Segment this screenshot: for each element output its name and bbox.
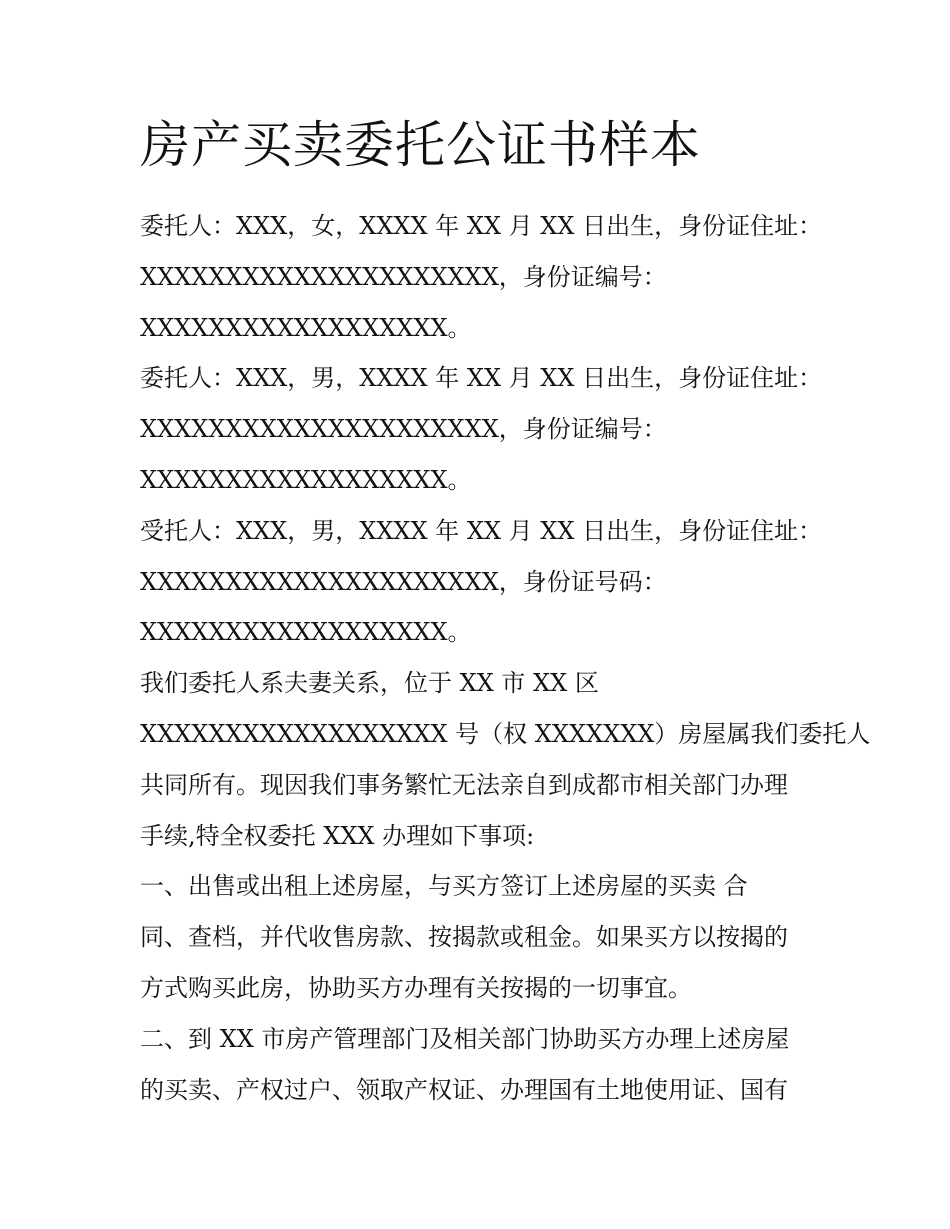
text-line: 方式购买此房，协助买方办理有关按揭的一切事宜。: [140, 973, 692, 1002]
text-line: XXXXXXXXXXXXXXXXXX。: [140, 313, 472, 342]
text-line: 手续,特全权委托 XXX 办理如下事项:: [140, 821, 535, 850]
text-line: 受托人：XXX，男，XXXX 年 XX 月 XX 日出生，身份证住址：: [140, 516, 823, 545]
document-body: [140, 201, 871, 1115]
text-line: XXXXXXXXXXXXXXXXXXXXX，身份证编号：: [140, 415, 667, 444]
text-line: XXXXXXXXXXXXXXXXXX。: [140, 465, 472, 494]
text-line: 一、出售或出租上述房屋，与买方签订上述房屋的买卖 合: [140, 872, 748, 901]
text-line: XXXXXXXXXXXXXXXXXXXXX，身份证编号：: [140, 262, 667, 291]
text-line: 二、到 XX 市房产管理部门及相关部门协助买方办理上述房屋: [140, 1024, 790, 1053]
text-line: 同、查档，并代收售房款、按揭款或租金。如果买方以按揭的: [140, 923, 788, 952]
text-line: XXXXXXXXXXXXXXXXXXXXX，身份证号码：: [140, 567, 667, 596]
text-line: XXXXXXXXXXXXXXXXXX。: [140, 618, 472, 647]
document-title: 房产买卖委托公证书样本: [140, 116, 701, 174]
text-line: 我们委托人系夫妻关系，位于 XX 市 XX 区: [140, 669, 599, 698]
text-line: 委托人：XXX，男，XXXX 年 XX 月 XX 日出生，身份证住址：: [140, 364, 823, 393]
text-line: XXXXXXXXXXXXXXXXXX 号（权 XXXXXXX）房屋属我们委托人: [140, 719, 871, 748]
text-line: 委托人：XXX，女，XXXX 年 XX 月 XX 日出生，身份证住址：: [140, 212, 823, 240]
text-line: 共同所有。现因我们事务繁忙无法亲自到成都市相关部门办理: [140, 770, 788, 799]
text-line: 的买卖、产权过户、领取产权证、办理国有土地使用证、国有: [140, 1075, 788, 1104]
